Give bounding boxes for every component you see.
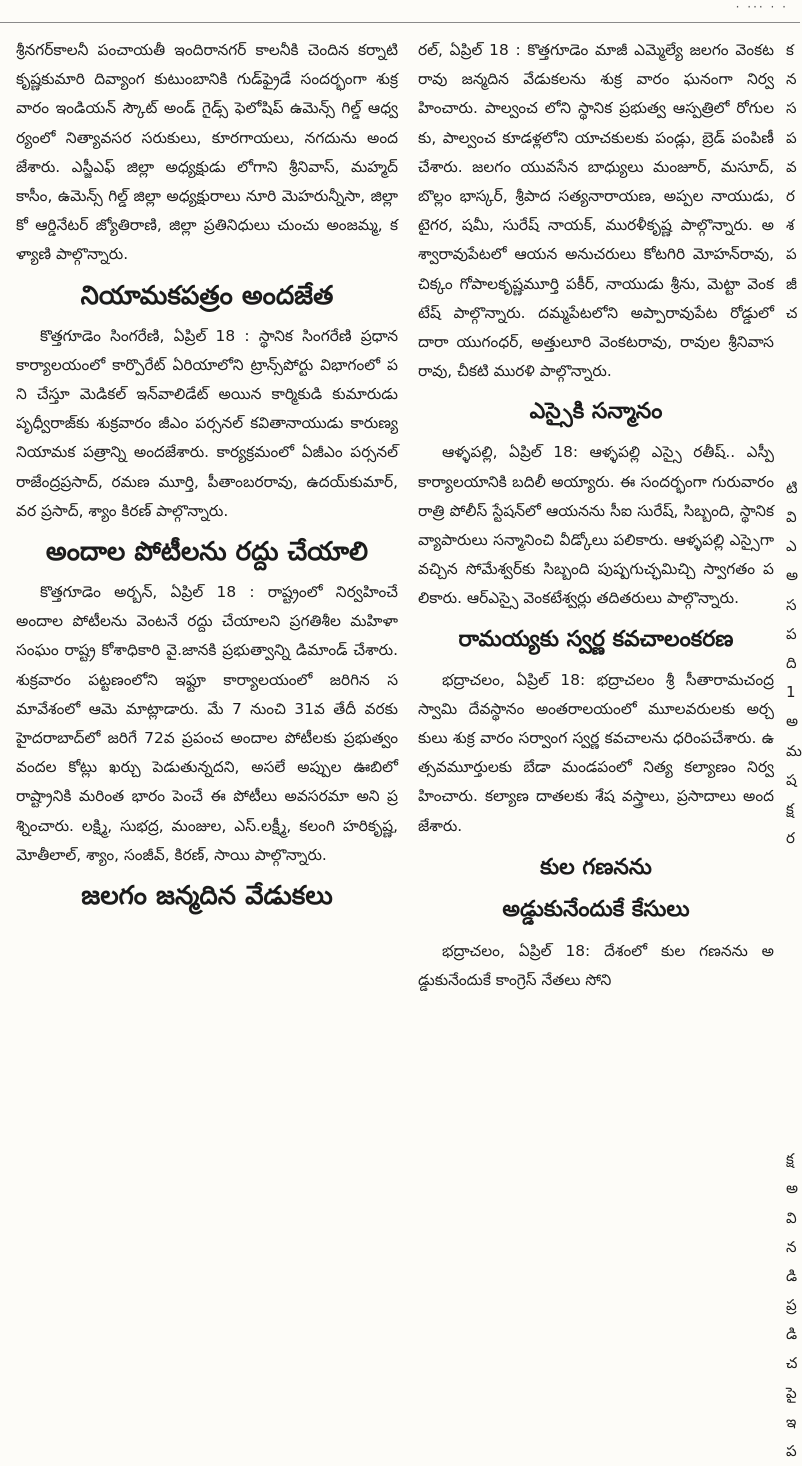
- article-body-beauty-pageant: కొత్తగూడెం అర్బన్, ఏప్రిల్ 18 : రాష్ట్రంలో నిర్వహించే అందాల పోటీలను వెంటనే రద్దు చేయాలని ప్రగతిశీల మహిళా సంఘం రాష్ట్ర కోశాధికారి వై.జానకి ప్రభుత్వాన్ని డిమాండ్ చేశారు. శుక్రవారం పట్టణంలోని ఇఫ్టూ కార్యాలయంలో జరిగిన సమావేశంలో ఆమె మాట్లాడారు. మే 7 నుంచి 31వ తేదీ వరకు హైదరాబాద్‌లో జరిగే 72వ ప్రపంచ అందాల పోటీలకు ప్రభుత్వం వందల కోట్లు ఖర్చు పెడుతున్నదని, అసలే అప్పుల ఊబిలో రాష్ట్రానికి మరింత భారం పెంచే ఈ పోటీలు అవసరమా అని ప్రశ్నించారు. లక్ష్మి, సుభద్ర, మంజుల, ఎస్.లక్ష్మీ, కలంగి హరికృష్ణ, మోతీలాల్, శ్యాం, సంజీవ్, కిరణ్, సాయి పాల్గొన్నారు.: [16, 583, 398, 864]
- cropped-edge-char: [786, 853, 800, 882]
- cropped-edge-char: క్ష: [786, 1150, 794, 1169]
- cropped-edge-char: 1: [786, 683, 796, 702]
- headline-birthday: జలగం జన్మదిన వేడుకలు: [81, 881, 333, 912]
- cropped-edge-char: ర: [786, 186, 795, 205]
- cropped-edge-char: [786, 415, 800, 444]
- cropped-edge-char: స: [786, 595, 797, 614]
- cropped-edge-char: ప: [786, 624, 797, 643]
- cropped-edge-char: జీ: [786, 274, 797, 293]
- cropped-edge-char: ఇ: [786, 1412, 797, 1431]
- article-intro-continuation: శ్రీనగర్‌కాలనీ పంచాయతీ ఇందిరానగర్ కాలనీకి చెందిన కర్నాటి కృష్ణకుమారి దివ్యాంగ కుటుంబానికి గుడ్‌ఫ్రైడే సందర్భంగా శుక్రవారం ఇండియన్ స్కౌట్ అండ్ గైడ్స్ ఫెలోషిప్ ఉమెన్స్ గిల్డ్ ఆధ్వర్యంలో నిత్యావసర సరుకులు, కూరగాయలు, నగదును అందజేశారు. ఎస్జీఎఫ్ జిల్లా అధ్యక్షుడు లోగాని శ్రీనివాస్, మహ్మద్ కాసీం, ఉమెన్స్ గిల్డ్ జిల్లా అధ్యక్షురాలు నూరి మెహరున్నీసా, జిల్లా కో ఆర్డినేటర్ జ్యోతిరాణి, జిల్లా ప్రతినిధులు చుంచు అంజమ్మ, కళ్యాణి పాల్గొన్నారు.: [16, 41, 398, 264]
- cropped-edge-char: [786, 999, 800, 1028]
- cropped-edge-char: [786, 912, 800, 941]
- headline-si-felicitation: ఎస్సైకి సన్మానం: [529, 399, 663, 425]
- article-column-left: [16, 36, 398, 1394]
- cropped-edge-char: [786, 882, 800, 911]
- headline-gold-armour: రామయ్యకు స్వర్ణ కవచాలంకరణ: [458, 626, 734, 652]
- page-header-rule: [0, 0, 800, 23]
- cropped-edge-char: [786, 357, 800, 386]
- headline-beauty-pageant: అందాల పోటీలను రద్దు చేయాలి: [45, 537, 369, 568]
- cropped-edge-char: ప: [786, 1442, 797, 1460]
- cropped-edge-char: [786, 1087, 800, 1116]
- cropped-edge-char: ప్ర: [786, 1296, 797, 1315]
- article-column-right-cropped: [786, 36, 802, 1460]
- article-body-gold-armour: భద్రాచలం, ఏప్రిల్ 18: భద్రాచలం శ్రీ సీతారామచంద్రస్వామి దేవస్థానం అంతరాలయంలో మూలవరులకు అర్చకులు శుక్ర వారం సర్వాంగ స్వర్ణ కవచాలను ధరింపచేశారు. ఉత్సవమూర్తులకు బేడా మండపంలో నిత్య కల్యాణం నిర్వహించారు. కల్యాణ దాతలకు శేష వస్త్రాలు, ప్రసాదాలు అందజేశారు.: [418, 670, 774, 835]
- cropped-edge-char: క్ష: [786, 799, 794, 818]
- cropped-edge-char: అ: [786, 566, 799, 585]
- cropped-edge-char: ష: [786, 770, 797, 789]
- cropped-edge-char: [786, 1058, 800, 1087]
- cropped-edge-char: [786, 1116, 800, 1145]
- cropped-edge-char: క: [786, 41, 794, 59]
- cropped-edge-char: [786, 1028, 800, 1057]
- headline-appointment-letter: నియామకపత్రం అందజేత: [80, 280, 334, 311]
- article-column-middle: [418, 36, 774, 1394]
- cropped-edge-char: శ: [786, 216, 795, 235]
- cropped-edge-char: ప: [786, 128, 797, 147]
- article-birthday-continuation: రల్, ఏప్రిల్ 18 : కొత్తగూడెం మాజీ ఎమ్మెల్యే జలగం వెంకటరావు జన్మదిన వేడుకలను శుక్ర వారం ఘనంగా నిర్వహించారు. పాల్వంచ లోని స్థానిక ప్రభుత్వ ఆస్పత్రిలో రోగులకు, పాల్వంచ కూడళ్లలోని యాచకులకు పండ్లు, బ్రెడ్ పంపిణీ చేశారు. జలగం యువసేన బాధ్యులు మంజూర్, మసూద్, బొల్లం భాస్కర్, శ్రీపాద సత్యనారాయణ, అప్పల నాయుడు, టైగర, షమీ, సురేష్ నాయక్, మురళీకృష్ణ పాల్గొన్నారు. అశ్వారావుపేటలో ఆయన అనుచరులు కోటగిరి మోహన్‌రావు, చిక్కం గోపాలకృష్ణమూర్తి పకీర్, నాయుడు శ్రీను, మెట్టా వెంకటేష్ పాల్గొన్నారు. దమ్మపేటలోని అప్పారావుపేట రోడ్డులో దారా యుగంధర్, అత్తులూరి వెంకటరావు, రావుల శ్రీనివాసరావు, చీకటి మురళి పాల్గొన్నారు.: [418, 41, 774, 381]
- headline-caste-census: [418, 847, 774, 931]
- cropped-edge-char: [786, 941, 800, 970]
- cropped-edge-char: డి: [786, 1266, 798, 1285]
- cropped-edge-char: ది: [786, 653, 797, 672]
- cropped-edge-char: వ: [786, 157, 797, 176]
- article-body-appointment: కొత్తగూడెం సింగరేణి, ఏప్రిల్ 18 : స్థానిక సింగరేణి ప్రధాన కార్యాలయంలో కార్పొరేట్ ఏరియాలోని ట్రాన్స్‌పోర్టు విభాగంలో పని చేస్తూ మెడికల్ ఇన్‌వాలిడేట్ అయిన కార్మికుడి కుమారుడు పృధ్వీరాజ్‌కు శుక్రవారం జీఎం పర్సనల్ కవితానాయుడు కారుణ్య నియామక పత్రాన్ని అందజేశారు. కార్యక్రమంలో ఏజీఎం పర్సనల్ రాజేంద్రప్రసాద్, రమణ మూర్తి, పీతాంబరరావు, ఉదయ్‌కుమార్, వర ప్రసాద్, శ్యాం కిరణ్ పాల్గొన్నారు.: [16, 326, 398, 520]
- article-body-si-felicitation: ఆళ్ళపల్లి, ఏప్రిల్ 18: ఆళ్ళపల్లి ఎస్సై రతీష్.. ఎస్పీ కార్యాలయానికి బదిలీ అయ్యారు. ఈ సందర్భంగా గురువారం రాత్రి పోలీస్ స్టేషన్‌లో ఆయనను సీఐ సురేష్, సిబ్బంది, స్థానిక వ్యాపారులు సన్మానించి వీడ్కోలు పలికారు. ఆళ్ళపల్లి ఎస్సైగా వచ్చిన సోమేశ్వర్‌కు సిబ్బంది పుష్పగుచ్ఛమిచ్చి స్వాగతం పలికారు. ఆర్ఎస్సై వెంకటేశ్వర్లు తదితరులు పాల్గొన్నారు.: [418, 443, 774, 608]
- cropped-edge-char: పై: [786, 1383, 797, 1402]
- cropped-edge-char: వి: [786, 1208, 797, 1227]
- cropped-edge-char: న: [786, 1237, 797, 1256]
- cropped-edge-char: అ: [786, 1179, 799, 1198]
- header-fragment: · ··· · ·: [735, 0, 788, 14]
- headline-caste-census-line1: కుల గణనను: [540, 854, 652, 880]
- cropped-edge-char: స: [786, 99, 797, 118]
- cropped-edge-char: వి: [786, 508, 797, 526]
- cropped-edge-char: అ: [786, 712, 799, 731]
- cropped-edge-char: న: [786, 70, 797, 89]
- cropped-edge-char: [786, 386, 800, 415]
- cropped-edge-char: చ: [786, 1354, 798, 1373]
- cropped-edge-char: ప: [786, 245, 797, 264]
- cropped-edge-char: ర: [786, 829, 795, 848]
- cropped-edge-char: మ: [786, 741, 802, 760]
- cropped-edge-char: [786, 445, 800, 474]
- cropped-edge-char: చ: [786, 303, 798, 322]
- article-body-caste-census: భద్రాచలం, ఏప్రిల్ 18: దేశంలో కుల గణనను అడ్డుకునేందుకే కాంగ్రెస్ నేతలు సోని: [418, 941, 774, 990]
- cropped-edge-char: టి: [786, 478, 798, 497]
- headline-caste-census-line2: అడ్డుకునేందుకే కేసులు: [502, 896, 690, 922]
- cropped-edge-char: [786, 970, 800, 999]
- cropped-edge-char: [786, 328, 800, 357]
- cropped-edge-char: డి: [786, 1325, 798, 1344]
- cropped-edge-char: ఎ: [786, 537, 797, 556]
